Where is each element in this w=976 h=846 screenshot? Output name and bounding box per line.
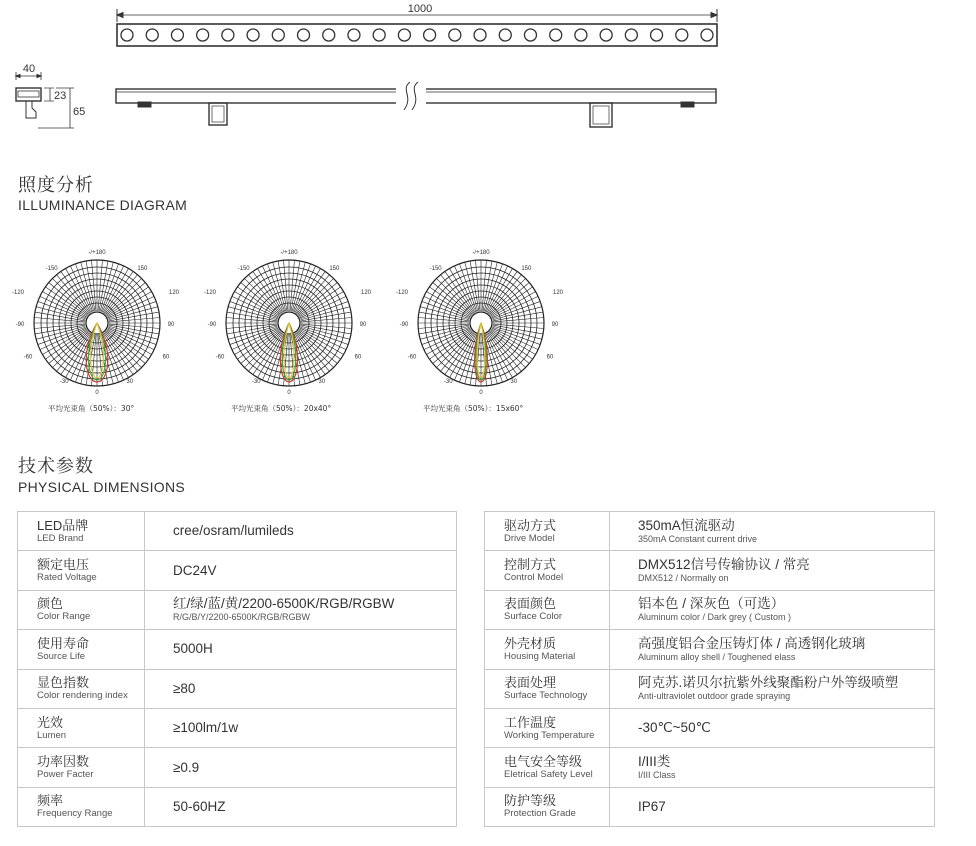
row-label-cn: 表面处理 bbox=[504, 675, 557, 691]
polar-spoke bbox=[489, 278, 525, 314]
polar-spoke bbox=[487, 333, 513, 377]
polar-spoke bbox=[52, 331, 88, 367]
polar-spoke bbox=[107, 292, 151, 318]
polar-angle-label: 90 bbox=[167, 322, 175, 328]
polar-spoke bbox=[105, 278, 141, 314]
polar-spoke bbox=[107, 329, 151, 355]
led-circle bbox=[348, 29, 360, 41]
table-row bbox=[18, 669, 457, 708]
polar-spoke bbox=[299, 329, 343, 355]
polar-spoke bbox=[103, 268, 129, 312]
polar-spoke bbox=[102, 266, 124, 312]
total-height-label: 65 bbox=[73, 106, 86, 118]
led-circle bbox=[398, 29, 410, 41]
row-label-en: Rated Voltage bbox=[37, 572, 97, 584]
row-label-cn: 防护等级 bbox=[504, 793, 557, 809]
row-label-en: Surface Technology bbox=[504, 690, 588, 702]
polar-spoke bbox=[232, 328, 278, 350]
polar-angle-label: -90 bbox=[207, 322, 217, 328]
row-label-en: Control Model bbox=[504, 572, 564, 584]
polar-angle-label: 0 bbox=[479, 390, 483, 396]
polar-caption-1: 平均光束角（50%）：30° bbox=[48, 404, 135, 413]
polar-spoke bbox=[454, 334, 476, 380]
row-value: DC24V bbox=[173, 562, 217, 578]
polar-spoke bbox=[436, 278, 472, 314]
polar-angle-label: 60 bbox=[162, 354, 170, 361]
polar-spoke bbox=[491, 292, 535, 318]
row-label-cn: 颜色 bbox=[37, 596, 64, 612]
polar-spoke bbox=[234, 329, 278, 355]
led-circle bbox=[197, 29, 209, 41]
table-row bbox=[485, 551, 935, 590]
polar-spoke bbox=[424, 328, 470, 350]
led-circle bbox=[550, 29, 562, 41]
row-value-sub: 350mA Constant current drive bbox=[638, 533, 758, 544]
row-label-cn: 工作温度 bbox=[504, 714, 557, 730]
led-circle bbox=[499, 29, 511, 41]
led-circle bbox=[600, 29, 612, 41]
table-row bbox=[485, 512, 935, 551]
row-label-en: Color Range bbox=[37, 611, 91, 623]
row-value: 红/绿/蓝/黄/2200-6500K/RGB/RGBW bbox=[173, 596, 395, 612]
led-circle bbox=[701, 29, 713, 41]
polar-spoke bbox=[108, 296, 154, 318]
table-row bbox=[18, 748, 457, 787]
led-circle bbox=[146, 29, 158, 41]
row-label-en: Lumen bbox=[37, 729, 67, 741]
polar-angle-label: 150 bbox=[329, 266, 340, 273]
polar-angle-label: -150 bbox=[45, 266, 58, 273]
polar-spoke bbox=[40, 296, 86, 318]
polar-spoke bbox=[258, 268, 284, 312]
polar-spoke bbox=[40, 328, 86, 350]
polar-spoke bbox=[42, 329, 86, 355]
polar-angle-label: 120 bbox=[552, 290, 564, 297]
row-value: ≥80 bbox=[173, 680, 196, 696]
led-circle bbox=[575, 29, 587, 41]
polar-spoke bbox=[234, 292, 278, 318]
polar-angle-label: 60 bbox=[546, 354, 554, 361]
row-value-sub: Aluminum color / Dark grey ( Custom ) bbox=[638, 612, 792, 623]
table-row bbox=[18, 708, 457, 747]
width-label: 40 bbox=[22, 63, 36, 75]
polar-angle-label: 0 bbox=[95, 390, 99, 396]
table-row bbox=[485, 669, 935, 708]
polar-spoke bbox=[492, 296, 538, 318]
polar-angle-label: -30 bbox=[443, 378, 453, 385]
polar-angle-label: 120 bbox=[168, 290, 180, 297]
spec-table-right bbox=[484, 511, 935, 827]
led-circle bbox=[625, 29, 637, 41]
row-value: cree/osram/lumileds bbox=[173, 523, 294, 539]
polar-angle-label: 30 bbox=[510, 378, 518, 385]
row-value: 铝本色 / 深灰色（可选） bbox=[638, 596, 785, 612]
polar-spoke bbox=[486, 266, 508, 312]
polar-spoke bbox=[294, 266, 316, 312]
height-label: 23 bbox=[54, 90, 67, 102]
row-label-cn: 显色指数 bbox=[37, 675, 90, 691]
polar-spoke bbox=[297, 331, 333, 367]
polar-spoke bbox=[300, 328, 346, 350]
polar-spoke bbox=[52, 278, 88, 314]
row-label-cn: 驱动方式 bbox=[504, 517, 557, 533]
polar-angle-label: -/+180 bbox=[472, 250, 490, 256]
polar-spoke bbox=[258, 333, 284, 377]
led-circle bbox=[449, 29, 461, 41]
polar-spoke bbox=[297, 278, 333, 314]
row-label-en: Drive Model bbox=[504, 532, 555, 544]
row-label-cn: 电气安全等级 bbox=[504, 754, 583, 770]
row-value: -30℃~50℃ bbox=[638, 720, 711, 736]
row-label-cn: 表面颜色 bbox=[504, 596, 557, 612]
row-label-cn: 外壳材质 bbox=[504, 635, 557, 651]
led-circle bbox=[373, 29, 385, 41]
row-label-cn: LED品牌 bbox=[37, 517, 89, 533]
led-circle bbox=[272, 29, 284, 41]
row-value-sub: I/III Class bbox=[638, 770, 676, 781]
polar-angle-label: -60 bbox=[23, 354, 33, 361]
row-value: 350mA恒流驱动 bbox=[638, 517, 735, 533]
polar-angle-label: 150 bbox=[137, 266, 148, 273]
row-label-cn: 功率因数 bbox=[37, 754, 90, 770]
led-circle bbox=[676, 29, 688, 41]
row-value: 5000H bbox=[173, 641, 213, 657]
physical-title-en: PHYSICAL DIMENSIONS bbox=[18, 479, 185, 495]
polar-spoke bbox=[232, 296, 278, 318]
polar-angle-label: -90 bbox=[15, 322, 25, 328]
polar-spoke bbox=[299, 292, 343, 318]
polar-angle-label: 90 bbox=[551, 322, 559, 328]
led-circle bbox=[424, 29, 436, 41]
polar-spoke bbox=[454, 266, 476, 312]
illuminance-title-en: ILLUMINANCE DIAGRAM bbox=[18, 197, 188, 213]
led-circle bbox=[323, 29, 335, 41]
polar-angle-label: -150 bbox=[237, 266, 250, 273]
polar-spoke bbox=[426, 329, 470, 355]
led-circle bbox=[651, 29, 663, 41]
row-label-en: Eletrical Safety Level bbox=[504, 769, 593, 781]
row-label-cn: 光效 bbox=[37, 714, 64, 730]
row-label-en: Power Facter bbox=[37, 769, 94, 781]
polar-angle-label: -60 bbox=[407, 354, 417, 361]
polar-angle-label: 90 bbox=[359, 322, 367, 328]
row-value: 50-60HZ bbox=[173, 798, 226, 814]
row-label-en: Housing Material bbox=[504, 650, 576, 662]
row-value: IP67 bbox=[638, 798, 666, 814]
front-view-drawing bbox=[0, 0, 976, 140]
row-label-en: Working Temperature bbox=[504, 729, 595, 741]
row-value: I/III类 bbox=[638, 754, 671, 770]
polar-diagram-1 bbox=[0, 240, 200, 405]
row-value: DMX512信号传输协议 / 常亮 bbox=[638, 557, 810, 573]
polar-angle-label: 60 bbox=[354, 354, 362, 361]
row-value: ≥0.9 bbox=[173, 759, 200, 775]
physical-title-cn: 技术参数 bbox=[18, 456, 94, 477]
table-row bbox=[485, 708, 935, 747]
row-label-cn: 频率 bbox=[37, 793, 64, 809]
polar-angle-label: -60 bbox=[215, 354, 225, 361]
polar-angle-label: -30 bbox=[251, 378, 261, 385]
row-value-sub: R/G/B/Y/2200-6500K/RGB/RGBW bbox=[173, 612, 311, 623]
table-row bbox=[18, 551, 457, 590]
row-value: 高强度铝合金压铸灯体 / 高透钢化玻璃 bbox=[638, 635, 866, 651]
polar-angle-label: -120 bbox=[395, 290, 409, 297]
polar-spoke bbox=[492, 328, 538, 350]
polar-angle-label: -30 bbox=[59, 378, 69, 385]
row-label-en: LED Brand bbox=[37, 532, 84, 544]
table-row bbox=[485, 630, 935, 669]
fixture-side-view bbox=[116, 80, 716, 127]
row-value-sub: Anti-ultraviolet outdoor grade spraying bbox=[638, 691, 791, 702]
table-row bbox=[18, 787, 457, 826]
row-value-sub: Aluminum alloy shell / Toughened elass bbox=[638, 651, 796, 662]
polar-caption-3: 平均光束角（50%）：15x60° bbox=[423, 404, 524, 413]
polar-diagram-3 bbox=[384, 240, 584, 405]
table-row bbox=[18, 630, 457, 669]
polar-angle-label: -90 bbox=[399, 322, 409, 328]
illuminance-title-cn: 照度分析 bbox=[18, 175, 94, 196]
polar-angle-label: -150 bbox=[429, 266, 442, 273]
row-label-cn: 额定电压 bbox=[37, 557, 90, 573]
polar-spoke bbox=[450, 268, 476, 312]
polar-spoke bbox=[262, 266, 284, 312]
polar-spoke bbox=[426, 292, 470, 318]
led-circle bbox=[222, 29, 234, 41]
row-label-cn: 控制方式 bbox=[504, 557, 557, 573]
row-label-en: Frequency Range bbox=[37, 808, 113, 820]
polar-angle-label: -120 bbox=[11, 290, 25, 297]
polar-spoke bbox=[105, 331, 141, 367]
polar-angle-label: 30 bbox=[318, 378, 326, 385]
polar-spoke bbox=[244, 331, 280, 367]
row-label-en: Source Life bbox=[37, 650, 86, 662]
polar-angle-label: 120 bbox=[360, 290, 372, 297]
polar-spoke bbox=[42, 292, 86, 318]
length-label: 1000 bbox=[407, 3, 433, 15]
polar-diagram-2 bbox=[192, 240, 392, 405]
polar-caption-2: 平均光束角（50%）：20x40° bbox=[231, 404, 332, 413]
polar-angle-label: 30 bbox=[126, 378, 134, 385]
spec-table-left bbox=[17, 511, 457, 827]
polar-angle-label: -/+180 bbox=[280, 250, 298, 256]
polar-angle-label: 0 bbox=[287, 390, 291, 396]
polar-spoke bbox=[300, 296, 346, 318]
polar-spoke bbox=[70, 266, 92, 312]
polar-spoke bbox=[244, 278, 280, 314]
led-circle bbox=[298, 29, 310, 41]
polar-spoke bbox=[436, 331, 472, 367]
polar-spoke bbox=[486, 334, 508, 380]
table-row bbox=[485, 748, 935, 787]
led-circle bbox=[474, 29, 486, 41]
polar-angle-label: -120 bbox=[203, 290, 217, 297]
table-row bbox=[485, 590, 935, 629]
polar-spoke bbox=[295, 268, 321, 312]
row-label-en: Protection Grade bbox=[504, 808, 576, 820]
table-row bbox=[18, 512, 457, 551]
polar-spoke bbox=[450, 333, 476, 377]
polar-spoke bbox=[424, 296, 470, 318]
polar-angle-label: -/+180 bbox=[88, 250, 106, 256]
polar-spoke bbox=[491, 329, 535, 355]
table-row bbox=[18, 590, 457, 629]
led-circle bbox=[171, 29, 183, 41]
row-value-sub: DMX512 / Normally on bbox=[638, 573, 729, 584]
polar-angle-label: 150 bbox=[521, 266, 532, 273]
row-label-en: Surface Color bbox=[504, 611, 563, 623]
polar-spoke bbox=[108, 328, 154, 350]
led-circle bbox=[524, 29, 536, 41]
led-circle bbox=[247, 29, 259, 41]
polar-spoke bbox=[489, 331, 525, 367]
row-value: 阿克苏.诺贝尔抗紫外线聚酯粉户外等级喷塑 bbox=[638, 675, 899, 691]
row-label-en: Color rendering index bbox=[37, 690, 128, 702]
polar-spoke bbox=[487, 268, 513, 312]
row-label-cn: 使用寿命 bbox=[37, 635, 90, 651]
row-value: ≥100lm/1w bbox=[173, 720, 239, 736]
table-row bbox=[485, 787, 935, 826]
polar-spoke bbox=[295, 333, 321, 377]
led-circle bbox=[121, 29, 133, 41]
polar-spoke bbox=[66, 268, 92, 312]
